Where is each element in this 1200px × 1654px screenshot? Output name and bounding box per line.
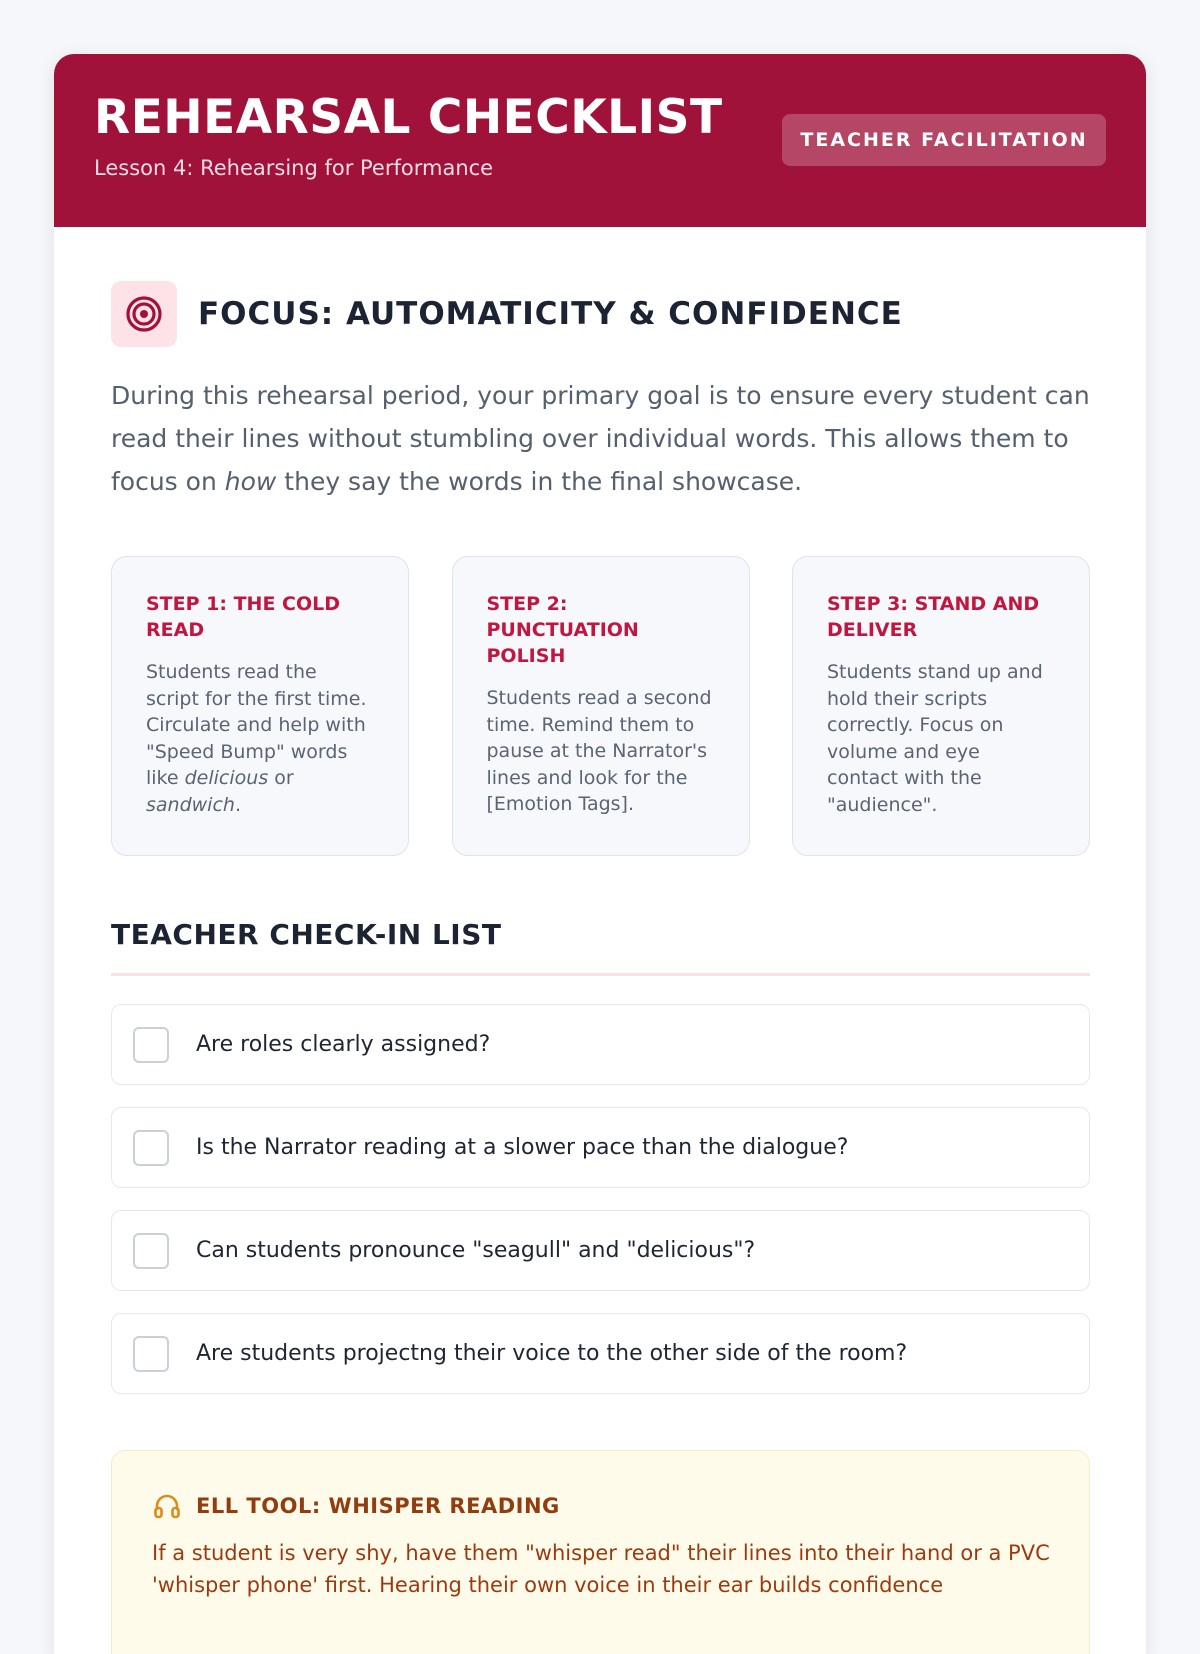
- lesson-subtitle: Lesson 4: Rehearsing for Performance: [94, 156, 494, 180]
- checkbox[interactable]: [133, 1027, 169, 1063]
- page-header: [54, 54, 1146, 227]
- step-text: Students read a second time. Remind them to pause at the Narrator's lines and look for the [Emotion Tags].: [486, 687, 712, 815]
- checklist-item-label: Are students projectng their voice to the other side of the room?: [196, 1341, 908, 1366]
- ell-tool-title: ELL TOOL: WHISPER READING: [196, 1494, 560, 1518]
- focus-intro: [111, 374, 1093, 503]
- step-emphasis: delicious: [184, 767, 269, 789]
- checkin-list: [111, 1004, 1090, 1416]
- checkbox[interactable]: [133, 1233, 169, 1269]
- step-emphasis: sandwich: [146, 793, 235, 816]
- checkbox[interactable]: [133, 1130, 169, 1166]
- step-card-1: [111, 556, 409, 856]
- ell-tool-header: [152, 1491, 560, 1521]
- step-title: STEP 2: PUNCTUATION POLISH: [486, 593, 639, 667]
- checkbox[interactable]: [133, 1336, 169, 1372]
- checklist-card: [54, 54, 1146, 1654]
- section-divider: [111, 973, 1090, 976]
- step-text-part: .: [234, 793, 241, 816]
- checklist-item[interactable]: [111, 1210, 1090, 1291]
- ell-tool-text: If a student is very shy, have them "whisper read" their lines into their hand or a PVC 'whisper phone' first. Hearing their own voice in their ear builds confidence: [152, 1541, 1050, 1597]
- headphones-icon: [152, 1491, 182, 1521]
- step-title: STEP 3: STAND AND DELIVER: [827, 593, 1040, 641]
- intro-emphasis: how: [224, 467, 277, 496]
- target-icon: [111, 281, 177, 347]
- checkin-heading: TEACHER CHECK-IN LIST: [111, 918, 502, 951]
- step-card-3: [792, 556, 1090, 856]
- checklist-item[interactable]: [111, 1313, 1090, 1394]
- intro-text-start: During this rehearsal period, your primary goal is to ensure every student can read their lines without stumbling over individual words. This allows them to focus on: [111, 381, 1090, 496]
- step-title: STEP 1: THE COLD READ: [146, 593, 341, 641]
- focus-heading: FOCUS: AUTOMATICITY & CONFIDENCE: [198, 296, 903, 332]
- checklist-item[interactable]: [111, 1004, 1090, 1085]
- page-title: REHEARSAL CHECKLIST: [94, 90, 723, 145]
- step-cards: [111, 556, 1090, 856]
- step-text: Students stand up and hold their scripts correctly. Focus on volume and eye contact with the "audience".: [827, 661, 1043, 816]
- role-badge: TEACHER FACILITATION: [782, 114, 1106, 166]
- checklist-item-label: Can students pronounce "seagull" and "delicious"?: [196, 1238, 756, 1263]
- checklist-item[interactable]: [111, 1107, 1090, 1188]
- intro-text-end: they say the words in the final showcase.: [276, 467, 803, 496]
- focus-section-header: [111, 281, 903, 347]
- step-text-part: Students read the script for the first time. Circulate and help with "Speed Bump" words like: [146, 661, 367, 789]
- checklist-item-label: Are roles clearly assigned?: [196, 1032, 491, 1057]
- step-text: [146, 659, 374, 818]
- step-text-part: or: [268, 767, 294, 789]
- step-card-2: [452, 556, 750, 856]
- ell-tool-callout: [111, 1450, 1090, 1654]
- checklist-item-label: Is the Narrator reading at a slower pace than the dialogue?: [196, 1135, 849, 1160]
